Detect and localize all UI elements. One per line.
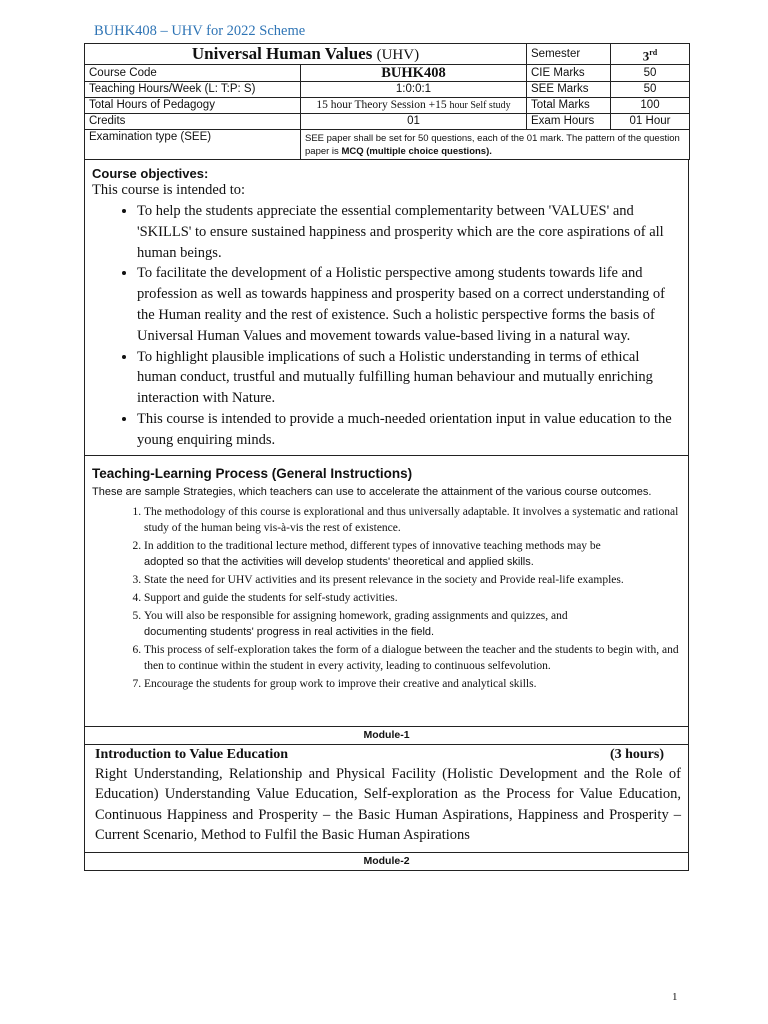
tlp-intro: These are sample Strategies, which teachers can use to accelerate the attainment of the various course outcomes. [92,485,652,498]
see-marks-label: SEE Marks [527,82,611,98]
total-marks-label: Total Marks [527,98,611,114]
module-1-label: Module-1 [85,726,688,744]
module-2-label: Module-2 [85,852,688,870]
tlp-item: 5. You will also be responsible for assigning homework, grading assignments and quizzes, and documenting students' progress in real activities in the field. [144,608,681,640]
tlp-heading: Teaching-Learning Process (General Instructions) [92,465,413,481]
course-objectives-section [85,160,688,455]
objectives-intro: This course is intended to: [92,182,246,198]
total-marks-value: 100 [611,98,690,114]
tlp-item: 2. In addition to the traditional lecture method, different types of innovative teaching methods may be adopted so that the activities will develop students' theoretical and applied skills. [144,538,681,570]
objective-item: • To highlight plausible implications of such a Holistic understanding in terms of ethical human conduct, trustful and mutually fulfilling human behaviour and mutually enriching interaction with Nature. [137,347,681,409]
objective-item: • To help the students appreciate the essential complementarity between 'VALUES' and 'SKILLS' to ensure sustained happiness and prosperity which are the core aspirations of all human beings. [137,201,681,263]
module-1-body: Right Understanding, Relationship and Physical Facility (Holistic Development and the Role of Education) Understanding Value Education, Self-exploration as the Process for Value Education, Continuous Happiness and Prosperity – the Basic Human Aspirations, Happiness and Prosperity – Current Scenario, Method to Fulfil the Basic Human Aspirations [95,765,681,844]
course-title: Universal Human Values (UHV) [85,44,527,65]
syllabus-sheet [84,43,689,871]
credits-label: Credits [85,114,301,130]
cie-marks-value: 50 [611,65,690,82]
tlp-item: 4. Support and guide the students for self-study activities. [144,590,681,606]
exam-hours-value: 01 Hour [611,114,690,130]
credits-value: 01 [301,114,527,130]
pedagogy-hours-label: Total Hours of Pedagogy [85,98,301,114]
course-code-label: Course Code [85,65,301,82]
document-header: BUHK408 – UHV for 2022 Scheme [94,23,306,39]
see-marks-value: 50 [611,82,690,98]
course-code-value: BUHK408 [301,65,527,82]
objectives-list [92,201,681,451]
exam-hours-label: Exam Hours [527,114,611,130]
objective-item: • This course is intended to provide a much-needed orientation input in value education to the young enquiring minds. [137,409,681,451]
teaching-hours-label: Teaching Hours/Week (L: T:P: S) [85,82,301,98]
tlp-item: 1. The methodology of this course is explorational and thus universally adaptable. It involves a systematic and rational study of the human being vis-à-vis the rest of existence. [144,504,681,536]
teaching-hours-value: 1:0:0:1 [301,82,527,98]
teaching-learning-section [85,455,688,726]
objectives-heading: Course objectives: [92,166,209,181]
syllabus-body [84,160,689,871]
module-1-section [85,744,688,852]
tlp-item: 6. This process of self-exploration takes the form of a dialogue between the teacher and the students to begin with, and then to continue within the student in every activity, leading to continuous selfevolution. [144,642,681,674]
cie-marks-label: CIE Marks [527,65,611,82]
exam-type-label: Examination type (SEE) [85,130,301,160]
semester-value: 3rd [611,44,690,65]
tlp-list [92,504,681,692]
objective-item: • To facilitate the development of a Holistic perspective among students towards life and profession as well as towards happiness and prosperity based on a correct understanding of the Human reality and the rest of existence. Such a holistic perspective forms the basis of Universal Human Values and movement towards value-based living in a natural way. [137,263,681,346]
semester-label: Semester [527,44,611,65]
module-1-hours: (3 hours) [609,746,664,762]
exam-type-description: SEE paper shall be set for 50 questions, each of the 01 mark. The pattern of the question paper is MCQ (multiple choice questions). [301,130,690,160]
tlp-item: 7. Encourage the students for group work to improve their creative and analytical skills. [144,676,681,692]
page-number: 1 [672,991,678,1003]
tlp-item: 3. State the need for UHV activities and its present relevance in the society and Provide real-life examples. [144,572,681,588]
module-1-title: Introduction to Value Education [95,746,289,762]
pedagogy-hours-value: 15 hour Theory Session +15 hour Self study [301,98,527,114]
course-info-table [84,43,690,160]
